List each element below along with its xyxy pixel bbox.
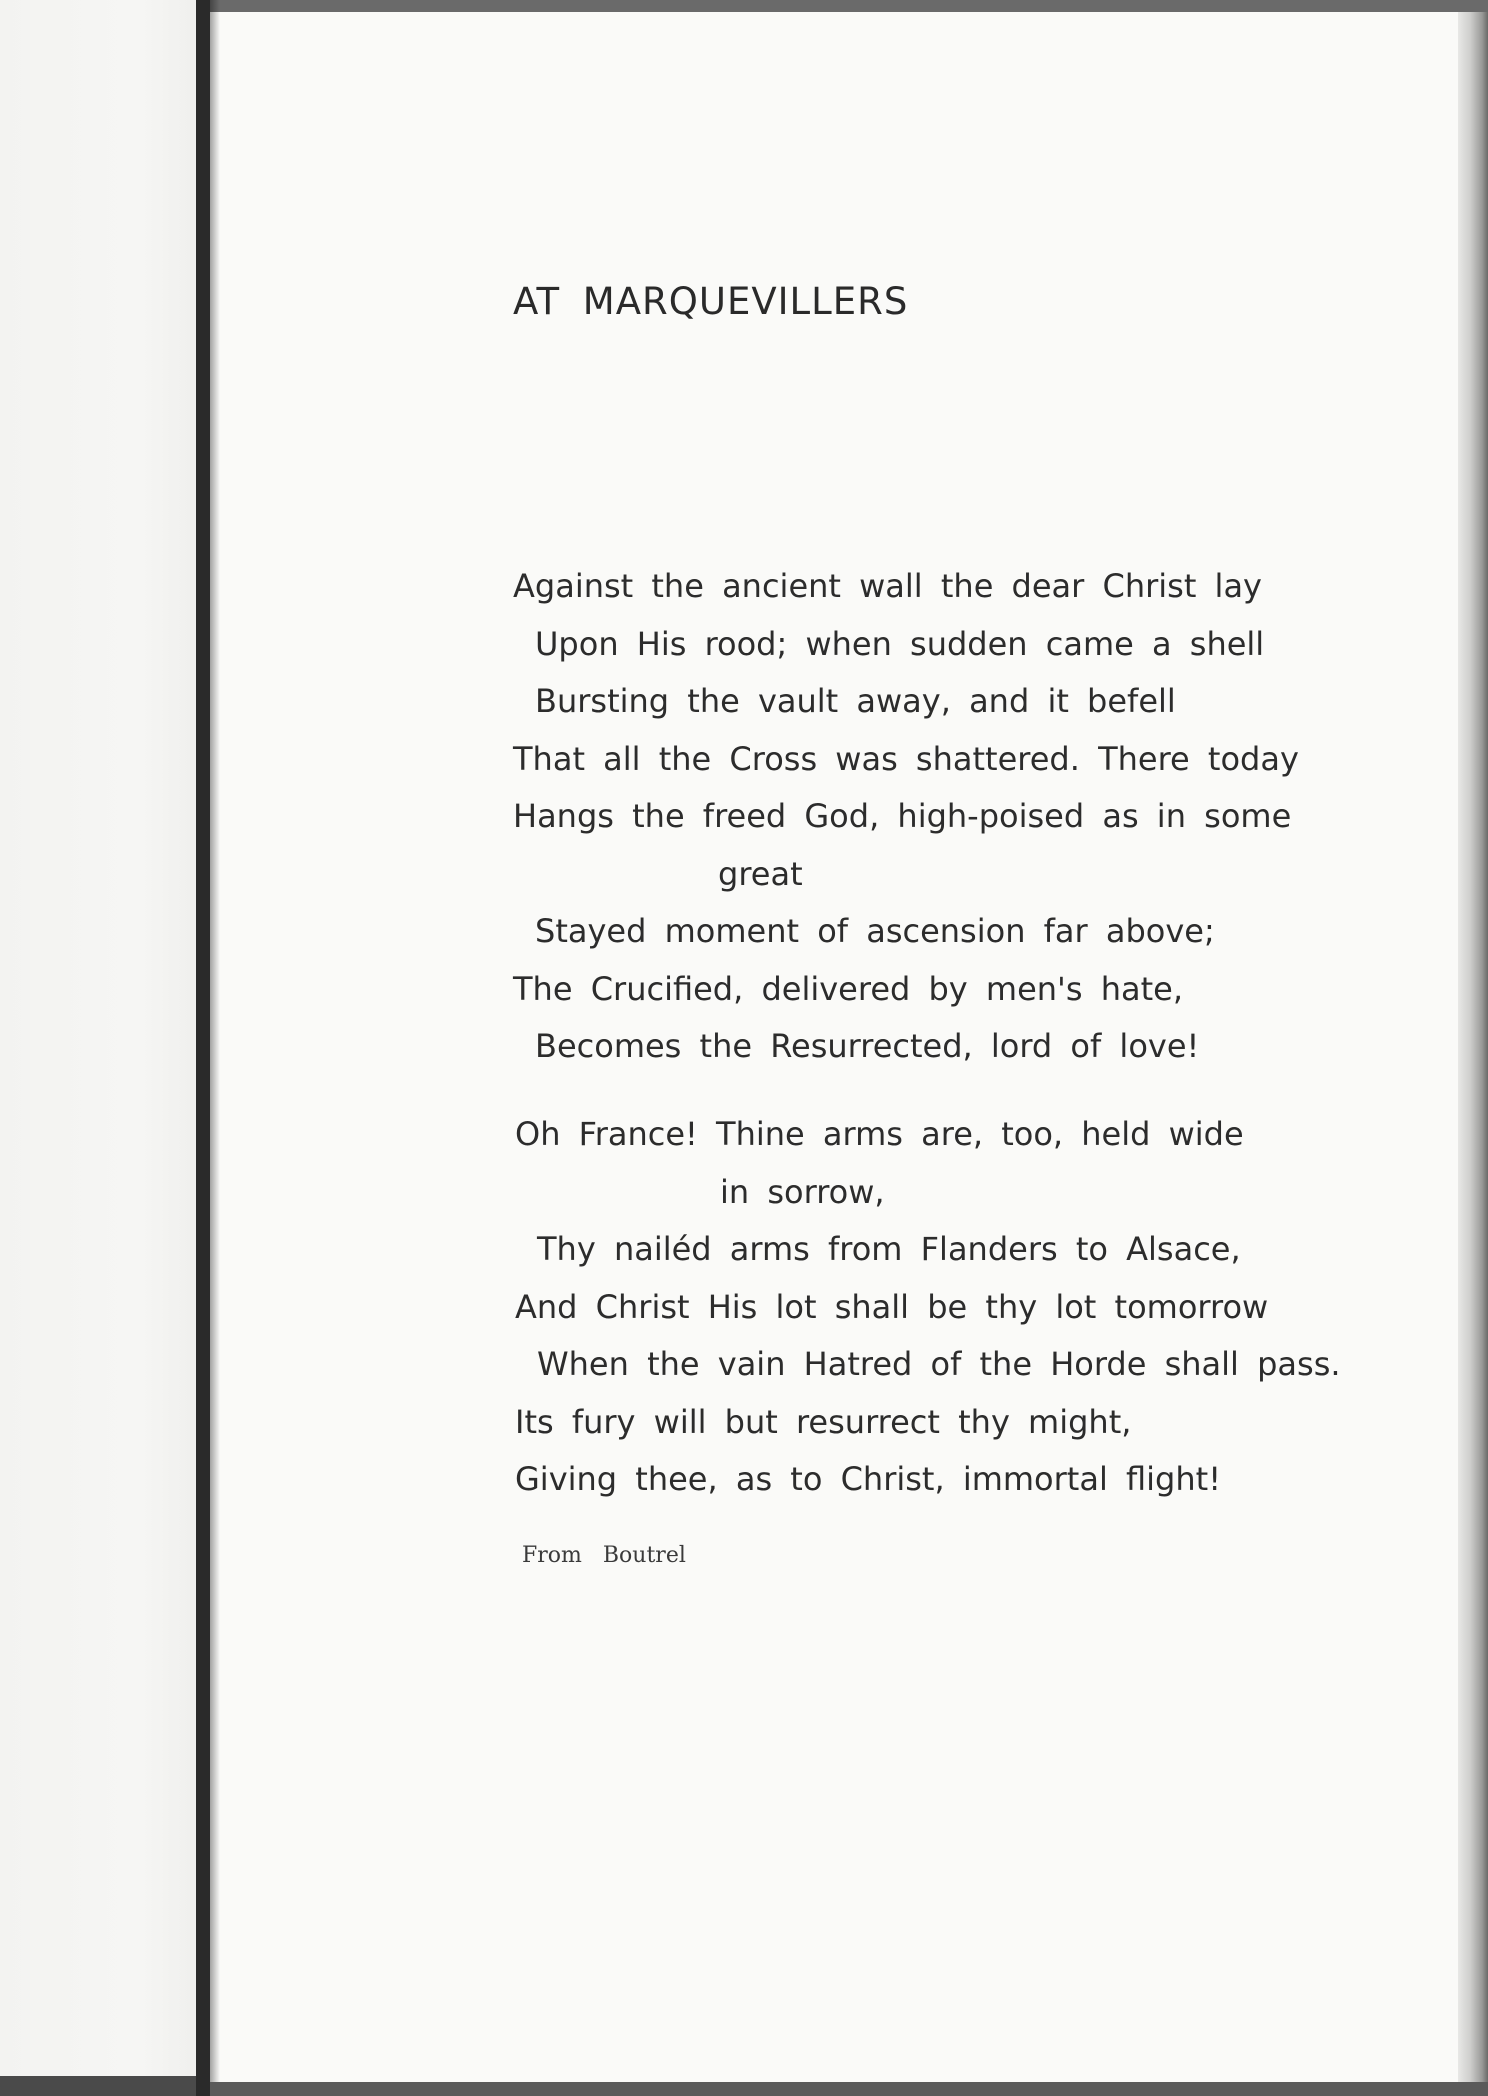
poem-attribution: From Boutrel bbox=[522, 1543, 686, 1568]
poem-line: Against the ancient wall the dear Christ lay bbox=[513, 567, 1262, 605]
poem-line: Stayed moment of ascension far above; bbox=[535, 912, 1215, 950]
poem-line: That all the Cross was shattered. There today bbox=[513, 739, 1299, 778]
poem-line: Upon His rood; when sudden came a shell bbox=[535, 624, 1265, 663]
poem-title: AT MARQUEVILLERS bbox=[513, 280, 909, 323]
poem-line: Its fury will but resurrect thy might, bbox=[515, 1402, 1132, 1441]
left-page-leaf bbox=[0, 0, 200, 2076]
poem-line: Oh France! Thine arms are, too, held wide bbox=[515, 1115, 1244, 1153]
poem-line: Becomes the Resurrected, lord of love! bbox=[535, 1027, 1200, 1065]
poem-line-continuation: in sorrow, bbox=[720, 1172, 885, 1211]
bottom-scan-edge bbox=[210, 2082, 1488, 2096]
stanza-1 bbox=[513, 558, 1299, 1076]
stanza-2 bbox=[515, 1106, 1341, 1509]
poem-line: And Christ His lot shall be thy lot tomorrow bbox=[515, 1287, 1269, 1326]
poem bbox=[513, 280, 1373, 1568]
top-scan-edge bbox=[0, 0, 1488, 12]
poem-line: The Crucified, delivered by men's hate, bbox=[513, 969, 1183, 1008]
gutter-shadow bbox=[210, 0, 220, 2096]
page-right-edge bbox=[1458, 12, 1488, 2096]
book-gutter bbox=[196, 0, 210, 2096]
poem-line: Thy nailéd arms from Flanders to Alsace, bbox=[537, 1230, 1241, 1268]
poem-line: Bursting the vault away, and it befell bbox=[535, 682, 1176, 720]
poem-line: Giving thee, as to Christ, immortal flight! bbox=[515, 1460, 1222, 1498]
poem-line: When the vain Hatred of the Horde shall pass. bbox=[537, 1345, 1341, 1383]
poem-line: Hangs the freed God, high-poised as in some bbox=[513, 797, 1292, 835]
poem-line-continuation: great bbox=[718, 854, 803, 893]
